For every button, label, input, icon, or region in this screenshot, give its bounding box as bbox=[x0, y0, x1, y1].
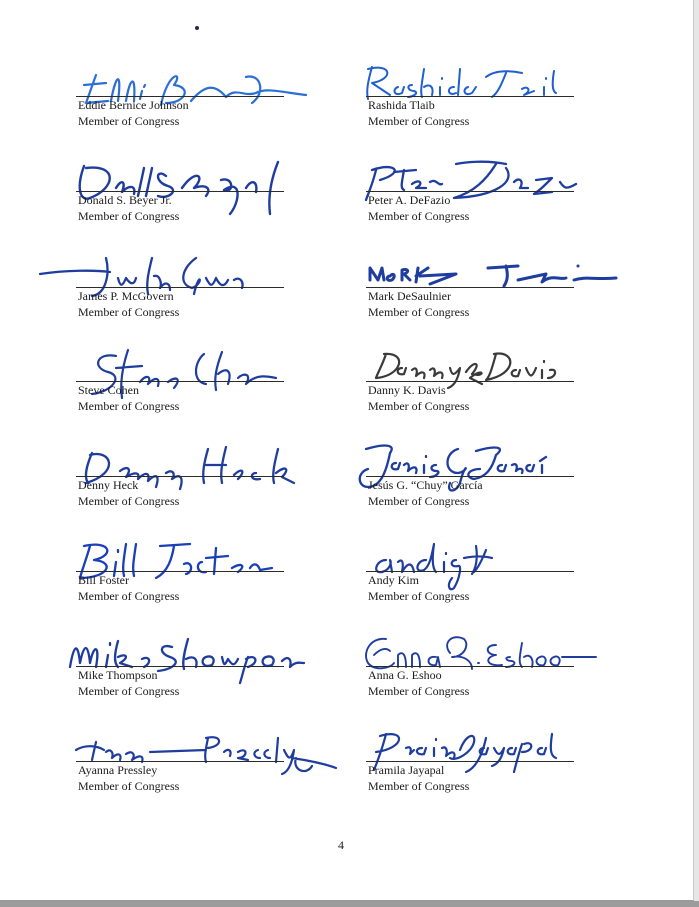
signer-title: Member of Congress bbox=[368, 589, 470, 603]
signature-block-cohen bbox=[76, 348, 291, 418]
page-number: 4 bbox=[338, 838, 344, 852]
signer-title: Member of Congress bbox=[78, 209, 180, 223]
signer-name: Eddie Bernice Johnson bbox=[78, 98, 189, 112]
signature-line bbox=[366, 96, 574, 97]
signature-line bbox=[76, 666, 284, 667]
signer-title: Member of Congress bbox=[78, 399, 180, 413]
signature-line bbox=[366, 571, 574, 572]
signature-line bbox=[366, 381, 574, 382]
signer-title: Member of Congress bbox=[78, 494, 180, 508]
signer-name: Pramila Jayapal bbox=[368, 763, 445, 777]
signature-block-mcgovern bbox=[76, 254, 291, 324]
signer-name: James P. McGovern bbox=[78, 289, 174, 303]
signer-name: Donald S. Beyer Jr. bbox=[78, 193, 172, 207]
signature-block-kim bbox=[366, 538, 581, 608]
signer-name: Jesús G. “Chuy” García bbox=[368, 478, 483, 492]
signer-name: Rashida Tlaib bbox=[368, 98, 435, 112]
signature-block-garcia bbox=[366, 443, 581, 513]
viewer-edge-bottom bbox=[0, 901, 699, 907]
signature-block-defazio bbox=[366, 158, 581, 228]
signature-line bbox=[76, 381, 284, 382]
signature-block-johnson bbox=[76, 63, 291, 133]
signature-block-pressley bbox=[76, 728, 291, 798]
signature-line bbox=[76, 191, 284, 192]
scan-speck bbox=[195, 26, 199, 30]
signer-title: Member of Congress bbox=[78, 589, 180, 603]
signer-name: Mike Thompson bbox=[78, 668, 158, 682]
signer-title: Member of Congress bbox=[368, 209, 470, 223]
signer-title: Member of Congress bbox=[78, 684, 180, 698]
signer-name: Anna G. Eshoo bbox=[368, 668, 442, 682]
signature-line bbox=[76, 96, 284, 97]
signature-block-heck bbox=[76, 443, 291, 513]
signer-name: Denny Heck bbox=[78, 478, 139, 492]
signer-title: Member of Congress bbox=[368, 399, 470, 413]
signature-line bbox=[366, 476, 574, 477]
signature-line bbox=[76, 476, 284, 477]
signature-line bbox=[76, 287, 284, 288]
signer-title: Member of Congress bbox=[368, 684, 470, 698]
signer-title: Member of Congress bbox=[368, 494, 470, 508]
signer-title: Member of Congress bbox=[78, 779, 180, 793]
signer-title: Member of Congress bbox=[368, 779, 470, 793]
signer-title: Member of Congress bbox=[78, 305, 180, 319]
signer-title: Member of Congress bbox=[368, 305, 470, 319]
signer-name: Mark DeSaulnier bbox=[368, 289, 451, 303]
signer-name: Steve Cohen bbox=[78, 383, 139, 397]
signature-block-jayapal bbox=[366, 728, 581, 798]
signature-line bbox=[366, 666, 574, 667]
signer-name: Ayanna Pressley bbox=[78, 763, 158, 777]
signature-line bbox=[366, 761, 574, 762]
signature-block-eshoo bbox=[366, 633, 581, 703]
signature-block-tlaib bbox=[366, 63, 581, 133]
signature-line bbox=[76, 571, 284, 572]
signature-block-thompson bbox=[76, 633, 291, 703]
signature-line bbox=[366, 287, 574, 288]
signature-block-davis bbox=[366, 348, 581, 418]
viewer-edge-right bbox=[694, 0, 699, 907]
signature-line bbox=[366, 191, 574, 192]
signature-block-desaulnier bbox=[366, 254, 581, 324]
signer-name: Andy Kim bbox=[368, 573, 419, 587]
signer-title: Member of Congress bbox=[368, 114, 470, 128]
signer-name: Peter A. DeFazio bbox=[368, 193, 451, 207]
signer-name: Danny K. Davis bbox=[368, 383, 446, 397]
signer-title: Member of Congress bbox=[78, 114, 180, 128]
signature-line bbox=[76, 761, 284, 762]
signature-block-foster bbox=[76, 538, 291, 608]
signer-name: Bill Foster bbox=[78, 573, 130, 587]
signature-block-beyer bbox=[76, 158, 291, 228]
